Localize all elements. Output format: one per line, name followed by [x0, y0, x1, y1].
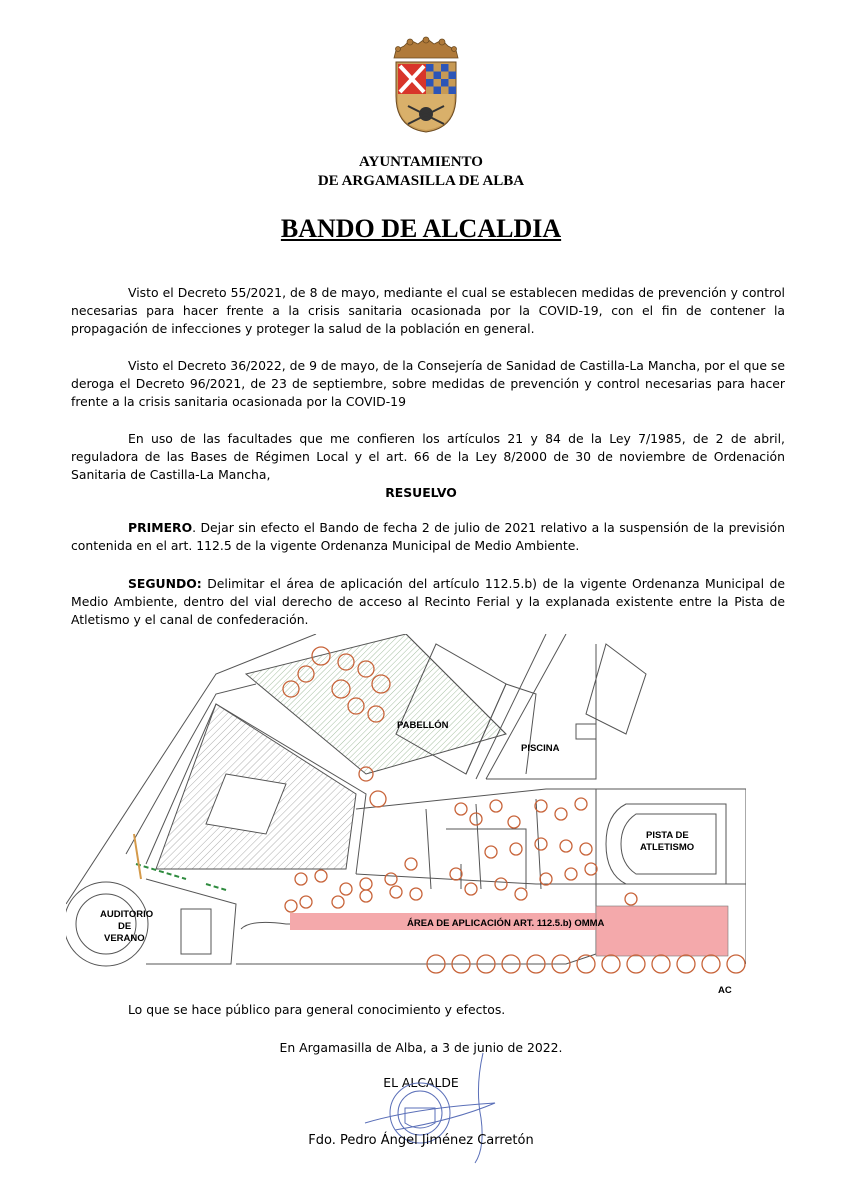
map-label-ac: AC — [718, 985, 732, 994]
map-label-pabellon: PABELLÓN — [397, 720, 449, 731]
signer-name: Fdo. Pedro Ángel Jiménez Carretón — [308, 1133, 534, 1148]
map-label-auditorio-line3: VERANO — [104, 933, 145, 944]
map-label-pista-line1: PISTA DE — [646, 830, 689, 841]
segundo-text: Delimitar el área de aplicación del artículo 112.5.b) de la vigente Ordenanza Municipal de Medio Ambiente, dentro del vial derecho de acceso al Recinto Ferial y la explanada existente entre la Pista de Atletismo y el canal de confederación. — [71, 576, 785, 628]
org-name-line2: DE ARGAMASILLA DE ALBA — [317, 173, 525, 189]
paragraph-decree-36: Visto el Decreto 36/2022, de 9 de mayo, de la Consejería de Sanidad de Castilla-La Mancha, por el que se deroga el Decreto 96/2021, de 23 de septiembre, sobre medidas de prevención y control necesarias para hacer frente a la crisis sanitaria ocasionada por la COVID-19 — [71, 358, 785, 410]
map-label-piscina: PISCINA — [521, 743, 560, 754]
org-name-line1: AYUNTAMIENTO — [359, 154, 483, 170]
signature-and-stamp — [355, 1048, 515, 1168]
publication-notice: Lo que se hace público para general conocimiento y efectos. — [128, 1002, 506, 1017]
resuelvo-heading: RESUELVO — [385, 485, 457, 500]
site-map — [66, 634, 746, 994]
paragraph-segundo — [71, 575, 785, 630]
document-title: BANDO DE ALCALDIA — [280, 214, 562, 243]
place-and-date: En Argamasilla de Alba, a 3 de junio de 2022. — [279, 1040, 563, 1055]
coat-of-arms-logo — [388, 36, 464, 134]
signer-role: EL ALCALDE — [383, 1075, 459, 1090]
map-label-auditorio-line2: DE — [118, 921, 132, 932]
map-label-application-area: ÁREA DE APLICACIÓN ART. 112.5.b) OMMA — [407, 918, 605, 929]
paragraph-decree-55: Visto el Decreto 55/2021, de 8 de mayo, mediante el cual se establecen medidas de prevención y control necesarias para hacer frente a la crisis sanitaria ocasionada por la COVID-19, con el fin de contener la propagación de infecciones y proteger la salud de la población en general. — [71, 285, 785, 337]
map-label-auditorio-line1: AUDITORIO — [100, 909, 154, 920]
primero-label: PRIMERO — [128, 520, 193, 535]
primero-text: . Dejar sin efecto el Bando de fecha 2 de julio de 2021 relativo a la suspensión de la previsión contenida en el art. 112.5 de la vigente Ordenanza Municipal de Medio Ambiente. — [71, 520, 785, 554]
paragraph-primero — [71, 519, 785, 555]
paragraph-legal-basis: En uso de las facultades que me confieren los artículos 21 y 84 de la Ley 7/1985, de 2 de abril, reguladora de las Bases de Régimen Local y el art. 66 de la Ley 8/2000 de 30 de noviembre de Ordenación Sanitaria de Castilla-La Mancha, — [71, 431, 785, 483]
segundo-label: SEGUNDO: — [128, 576, 202, 591]
map-label-pista-line2: ATLETISMO — [640, 842, 695, 853]
